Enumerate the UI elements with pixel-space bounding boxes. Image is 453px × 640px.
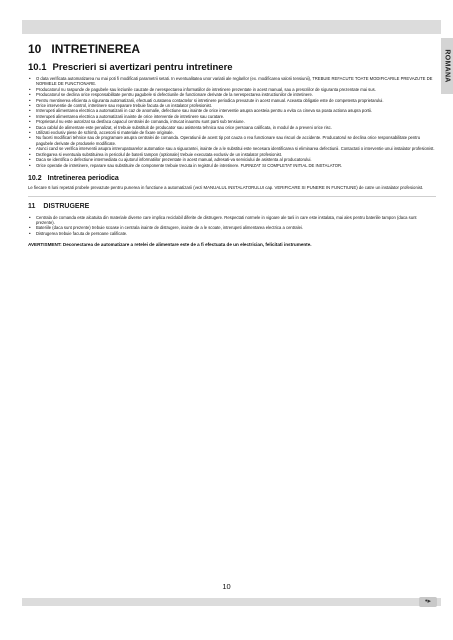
subsection-title: Prescrieri si avertizari pentru intretinere bbox=[52, 62, 233, 73]
list-item: • Intrerupeti alimentarea electrica a automatizarii inainte de orice interventie de intretinere sau curatare. bbox=[28, 114, 436, 119]
list-item: • Intrerupeti alimentarea electrica a automatizarii in caz de anomalie, defectiune sau inainte de orice interventie asupra acesteia pentru a evita ca cineva sa poata actiona asupra portii. bbox=[28, 108, 436, 113]
subsection-number: 10.1 bbox=[28, 62, 47, 73]
list-item: • Distrugerea trebuie facuta de persoane calificate. bbox=[28, 231, 436, 236]
maintenance-list bbox=[28, 76, 436, 168]
disposal-list bbox=[28, 215, 436, 237]
list-item: • Atunci cand se verifica interventii asupra intrerupatoarelor automatice sau a siguurantei, inainte de a le substitui este necesara identificarea si eliminarea defectiunii. Contactati o interventie unui instalator profesionist. bbox=[28, 146, 436, 151]
list-item: • Centrala de comanda este alcatuita din materiale diverse care implica reciclabil diferite de distrugere. Respectati normele in vigoare ale tarii in care este instalata, mai ales pentru bateriile tampon (daca sunt prezente). bbox=[28, 215, 436, 226]
section-title: INTRETINEREA bbox=[51, 42, 141, 56]
warning-text: AVERTISMENT: Deconectarea de automatizare a retelei de alimentare este de a fi efectuata de un electrician, felicitati instrumente. bbox=[28, 242, 312, 248]
list-item: • Dezlegarea si eventuala substituirea in pericolul de baterii tampon (optionale) trebuie executata exclusiv de un instalator profesionist. bbox=[28, 152, 436, 157]
list-item: • Proprietarul nu este autorizat sa desfaca capacul centralei de comanda, intrucat inauntru sunt parti sub tensiune. bbox=[28, 119, 436, 124]
list-item: • Nu faceti modificari tehnice sau de programare asupra centralei de comanda. Operatiunii de acest tip pot cauza o rea functionare sau riscuri de accidente. Producatorul se declina orice responsabilitate pentru pagubele derivate de produsele modificate. bbox=[28, 135, 436, 146]
list-item: • Utilizati exclusiv piese de schimb, accesorii si materiale de fixare originale. bbox=[28, 130, 436, 135]
chevron-right-icon[interactable]: •▸ bbox=[419, 597, 437, 607]
footer-bar bbox=[22, 598, 441, 606]
list-item: • Bateriile (daca sunt prezente) trebuie scoase in centrala inainte de distrugere, inainte de a le scoate, intrerupeti alimentarea electrica a centralei. bbox=[28, 225, 436, 230]
subsection-title: Intretinerea periodica bbox=[47, 174, 119, 182]
language-tab-label: ROMANA bbox=[443, 49, 451, 83]
list-item: • Orice operatie de intretinere, reparare sau substituire de componente trebuie trecuta in registrul de intretinere. FURNIZAT SI COMPLETAT INITIAL DE INSTALATOR. bbox=[28, 163, 436, 168]
section-number: 10 bbox=[28, 42, 42, 56]
section-number: 11 bbox=[28, 202, 36, 210]
page-number: 10 bbox=[222, 582, 231, 591]
divider bbox=[28, 196, 436, 197]
periodic-maintenance-text: Le fiecare 6 luni repetati probele prevazute pentru punerea in functiune a automatizarii (vezi MANUALUL INSTALATORULUI cap. VERIFICARE SI PUNERE IN FUNCTIUNE) de catre un instalator profesionist. bbox=[28, 184, 424, 190]
list-item: • Producatorul nu raspunde de pagubele sau leziunile cauzate de nerespectarea informatiilor de intretinere prezentate in acest manual, sau a prescriilor de siguranta prezentate mai sus. bbox=[28, 87, 436, 92]
list-item: • Pentru mentinerea eficienta a siguranta automatizarii, efectuati curatarea contactelor si intretinere periodica prevazute in acest manual. Aceasta obligatie este de competenta proprietarului. bbox=[28, 98, 436, 103]
section-11-heading bbox=[28, 203, 436, 210]
list-item: • Orice interventie de control, intretinere sau reparare trebuie facuta de un instalator profesionist. bbox=[28, 103, 436, 108]
language-tab bbox=[441, 38, 453, 94]
list-item: • Daca cablul de alimentare este penalizat, el trebuie substituit de producator sau asistenta tehnica sau orice persoana calificata, in modul de a preveni orice risc. bbox=[28, 125, 436, 130]
list-item: • Daca se identifica o defectiune intermediata cu ajutorul informatiilor prezentate in acest manual, adresati-va serviciului de asistenta al producatorului. bbox=[28, 157, 436, 162]
list-item: • Producatorul se declina orice responsabilitate pentru pagubele si defectiunile de functionare derivate de la nerespectarea instructiunilor de intretinere. bbox=[28, 92, 436, 97]
header-bar bbox=[22, 20, 441, 34]
page-content bbox=[28, 42, 436, 247]
subsection-number: 10.2 bbox=[28, 174, 42, 182]
list-item: • O data verificata automatizarea nu mai poti fi modificati parametrii setati. In eventualitatea unor variatii ale reglarilor (ex. modificarea valorii tensiunii), TREBUIE REFACUTE TOATE MODIFICARILE PREVAZUTE DE NORMELE DE FUNCTIONARE. bbox=[28, 76, 436, 87]
section-10-1-heading bbox=[28, 62, 436, 73]
section-title: DISTRUGERE bbox=[43, 202, 90, 210]
section-10-heading bbox=[28, 42, 436, 56]
section-10-2-heading bbox=[28, 175, 436, 182]
